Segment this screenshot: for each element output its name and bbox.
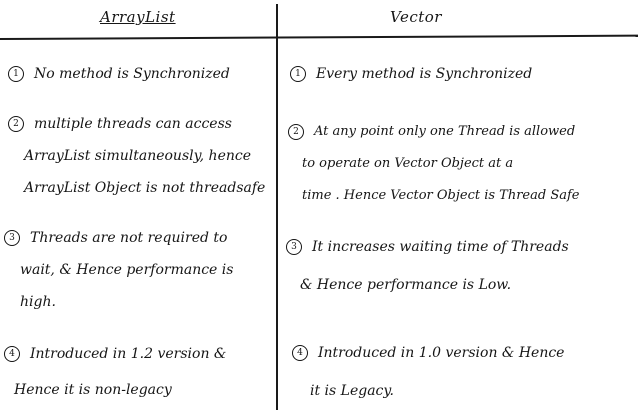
point-text: time . Hence Vector Object is Thread Safe	[302, 188, 580, 203]
point-text: Introduced in 1.0 version & Hence	[318, 345, 565, 361]
header-divider	[0, 35, 638, 40]
point-text: to operate on Vector Object at a	[302, 156, 514, 171]
point-text: Hence it is non-legacy	[14, 382, 172, 398]
point-text: it is Legacy.	[310, 383, 394, 399]
arraylist-header: ArrayList	[100, 8, 176, 26]
point-number: 3	[286, 239, 302, 255]
point-text: It increases waiting time of Threads	[312, 239, 569, 255]
arraylist-point-2	[8, 108, 265, 204]
column-divider	[276, 4, 278, 410]
point-text: ArrayList Object is not threadsafe	[24, 180, 266, 196]
point-text: & Hence performance is Low.	[300, 277, 512, 293]
point-text: At any point only one Thread is allowed	[314, 124, 576, 139]
point-text: high.	[20, 294, 56, 310]
vector-point-3	[286, 228, 569, 304]
vector-point-4	[292, 334, 564, 410]
vector-point-2	[288, 116, 580, 212]
point-text: ArrayList simultaneously, hence	[24, 148, 251, 164]
point-number: 2	[288, 124, 304, 140]
point-text: No method is Synchronized	[34, 66, 230, 82]
point-text: Introduced in 1.2 version &	[30, 346, 227, 362]
point-text: wait, & Hence performance is	[20, 262, 234, 278]
point-number: 2	[8, 116, 24, 132]
point-text: Threads are not required to	[30, 230, 228, 246]
point-number: 4	[4, 346, 20, 362]
point-number: 1	[290, 66, 306, 82]
point-number: 3	[4, 230, 20, 246]
point-number: 4	[292, 345, 308, 361]
point-text: multiple threads can access	[34, 116, 232, 132]
point-number: 1	[8, 66, 24, 82]
vector-point-1	[290, 64, 532, 84]
vector-header: Vector	[390, 8, 442, 26]
arraylist-point-1	[8, 64, 230, 84]
arraylist-point-4	[4, 336, 226, 408]
arraylist-point-3	[4, 222, 233, 318]
point-text: Every method is Synchronized	[316, 66, 533, 82]
